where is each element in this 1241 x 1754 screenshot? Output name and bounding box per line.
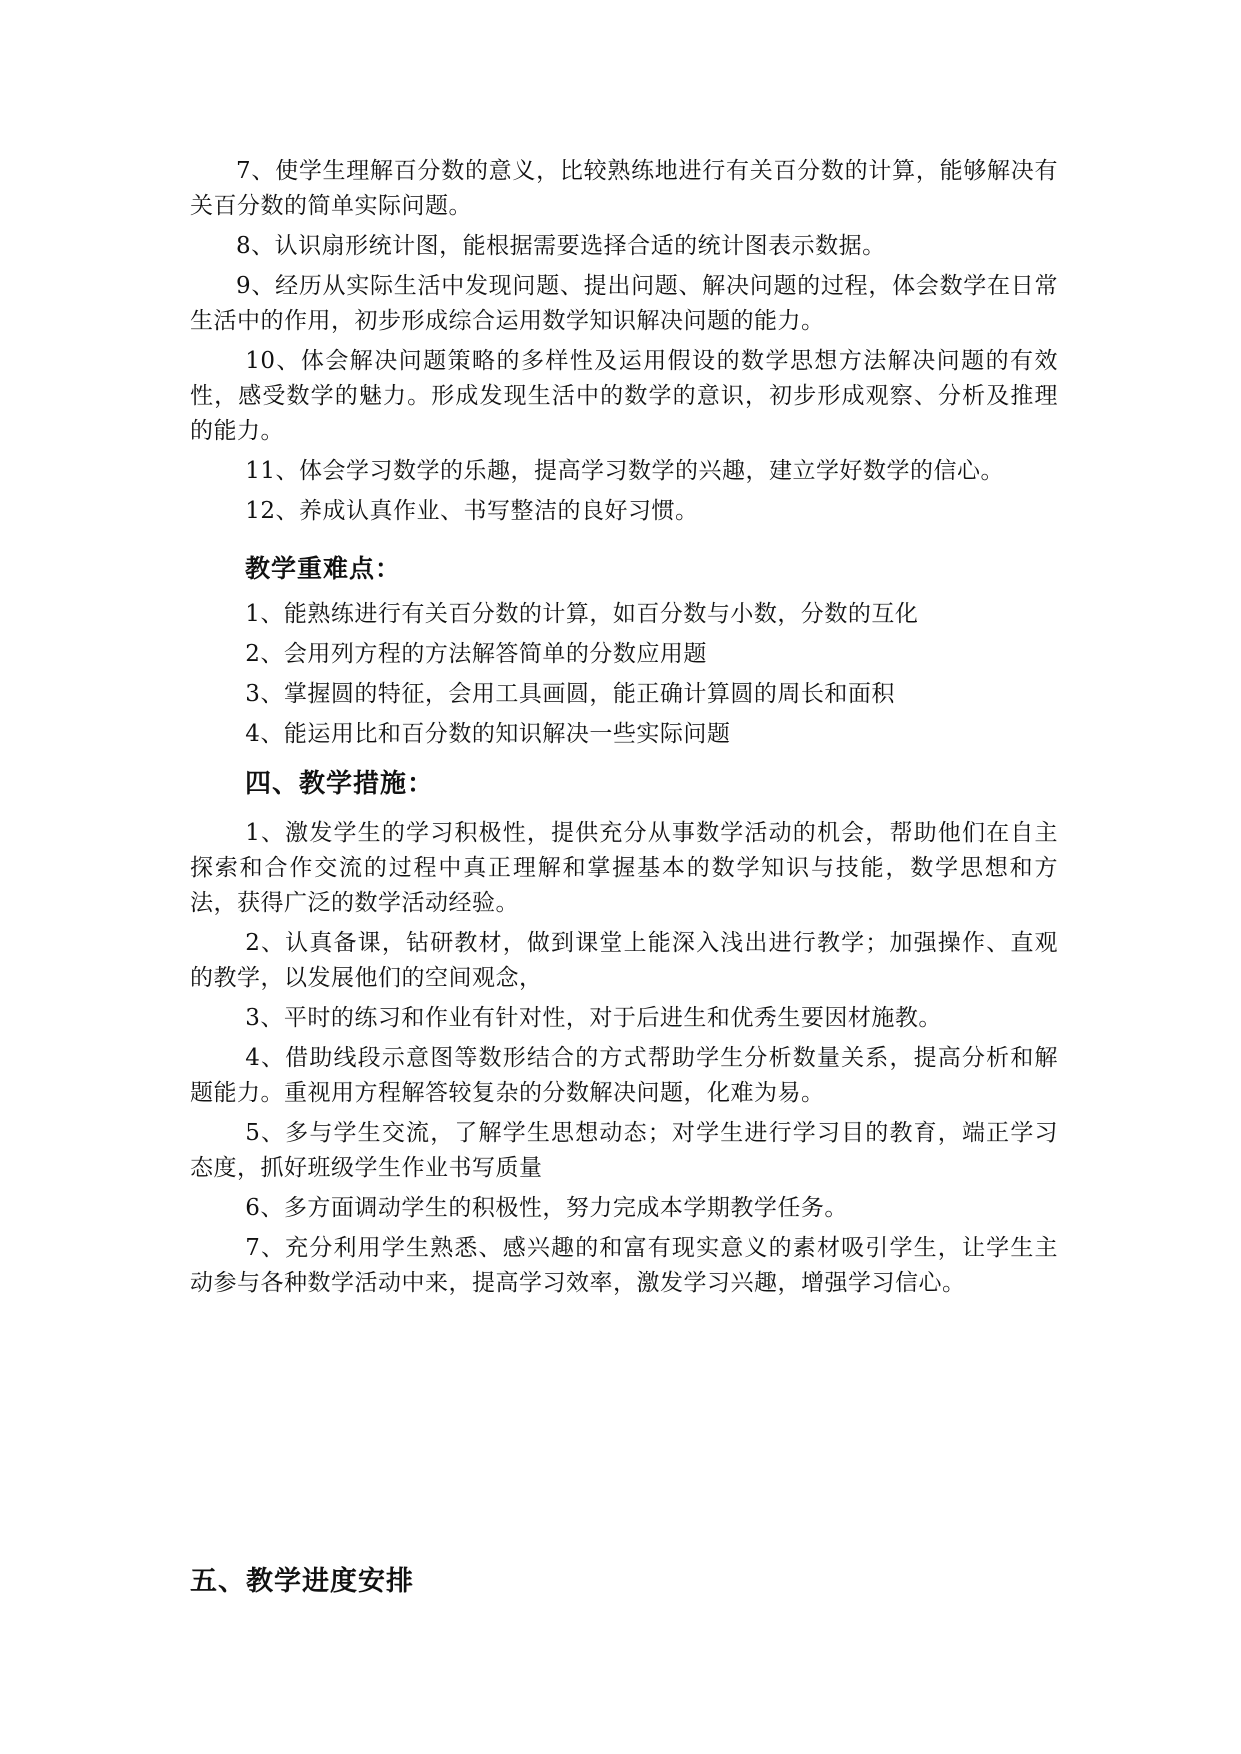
measure-item: 3、平时的练习和作业有针对性，对于后进生和优秀生要因材施教。 xyxy=(245,1005,942,1031)
key-point-item: 2、会用列方程的方法解答简单的分数应用题 xyxy=(245,641,707,667)
key-point-item: 1、能熟练进行有关百分数的计算，如百分数与小数，分数的互化 xyxy=(245,601,919,627)
measures-heading: 四、教学措施： xyxy=(245,769,435,799)
measure-item: 6、多方面调动学生的积极性，努力完成本学期教学任务。 xyxy=(245,1195,848,1221)
goal-item-7: 7、使学生理解百分数的意义，比较熟练地进行有关百分数的计算，能够解决有关百分数的简单实际问题。 xyxy=(190,158,1058,219)
measure-item: 1、激发学生的学习积极性，提供充分从事数学活动的机会，帮助他们在自主探索和合作交流的过程中真正理解和掌握基本的数学知识与技能，数学思想和方法，获得广泛的数学活动经验。 xyxy=(190,820,1058,916)
measure-item: 7、充分利用学生熟悉、感兴趣的和富有现实意义的素材吸引学生，让学生主动参与各种数学活动中来，提高学习效率，激发学习兴趣，增强学习信心。 xyxy=(190,1235,1058,1296)
goal-item-12: 12、养成认真作业、书写整洁的良好习惯。 xyxy=(245,498,699,524)
measure-item: 5、多与学生交流，了解学生思想动态；对学生进行学习目的教育，端正学习态度，抓好班级学生作业书写质量 xyxy=(190,1120,1058,1181)
goal-item-8: 8、认识扇形统计图，能根据需要选择合适的统计图表示数据。 xyxy=(236,233,886,259)
key-point-item: 3、掌握圆的特征，会用工具画圆，能正确计算圆的周长和面积 xyxy=(245,681,895,707)
goal-item-10: 10、体会解决问题策略的多样性及运用假设的数学思想方法解决问题的有效性，感受数学的魅力。形成发现生活中的数学的意识，初步形成观察、分析及推理的能力。 xyxy=(190,348,1058,444)
measure-item: 2、认真备课，钻研教材，做到课堂上能深入浅出进行教学；加强操作、直观的教学，以发展他们的空间观念， xyxy=(190,930,1058,991)
key-points-heading: 教学重难点： xyxy=(245,554,402,583)
goal-item-11: 11、体会学习数学的乐趣，提高学习数学的兴趣，建立学好数学的信心。 xyxy=(245,458,1004,484)
goal-item-9: 9、经历从实际生活中发现问题、提出问题、解决问题的过程，体会数学在日常生活中的作用，初步形成综合运用数学知识解决问题的能力。 xyxy=(190,273,1058,334)
schedule-heading: 五、教学进度安排 xyxy=(190,1566,414,1597)
document-body xyxy=(190,154,1058,1301)
measure-item: 4、借助线段示意图等数形结合的方式帮助学生分析数量关系，提高分析和解题能力。重视用方程解答较复杂的分数解决问题，化难为易。 xyxy=(190,1045,1058,1106)
key-point-item: 4、能运用比和百分数的知识解决一些实际问题 xyxy=(245,721,731,747)
